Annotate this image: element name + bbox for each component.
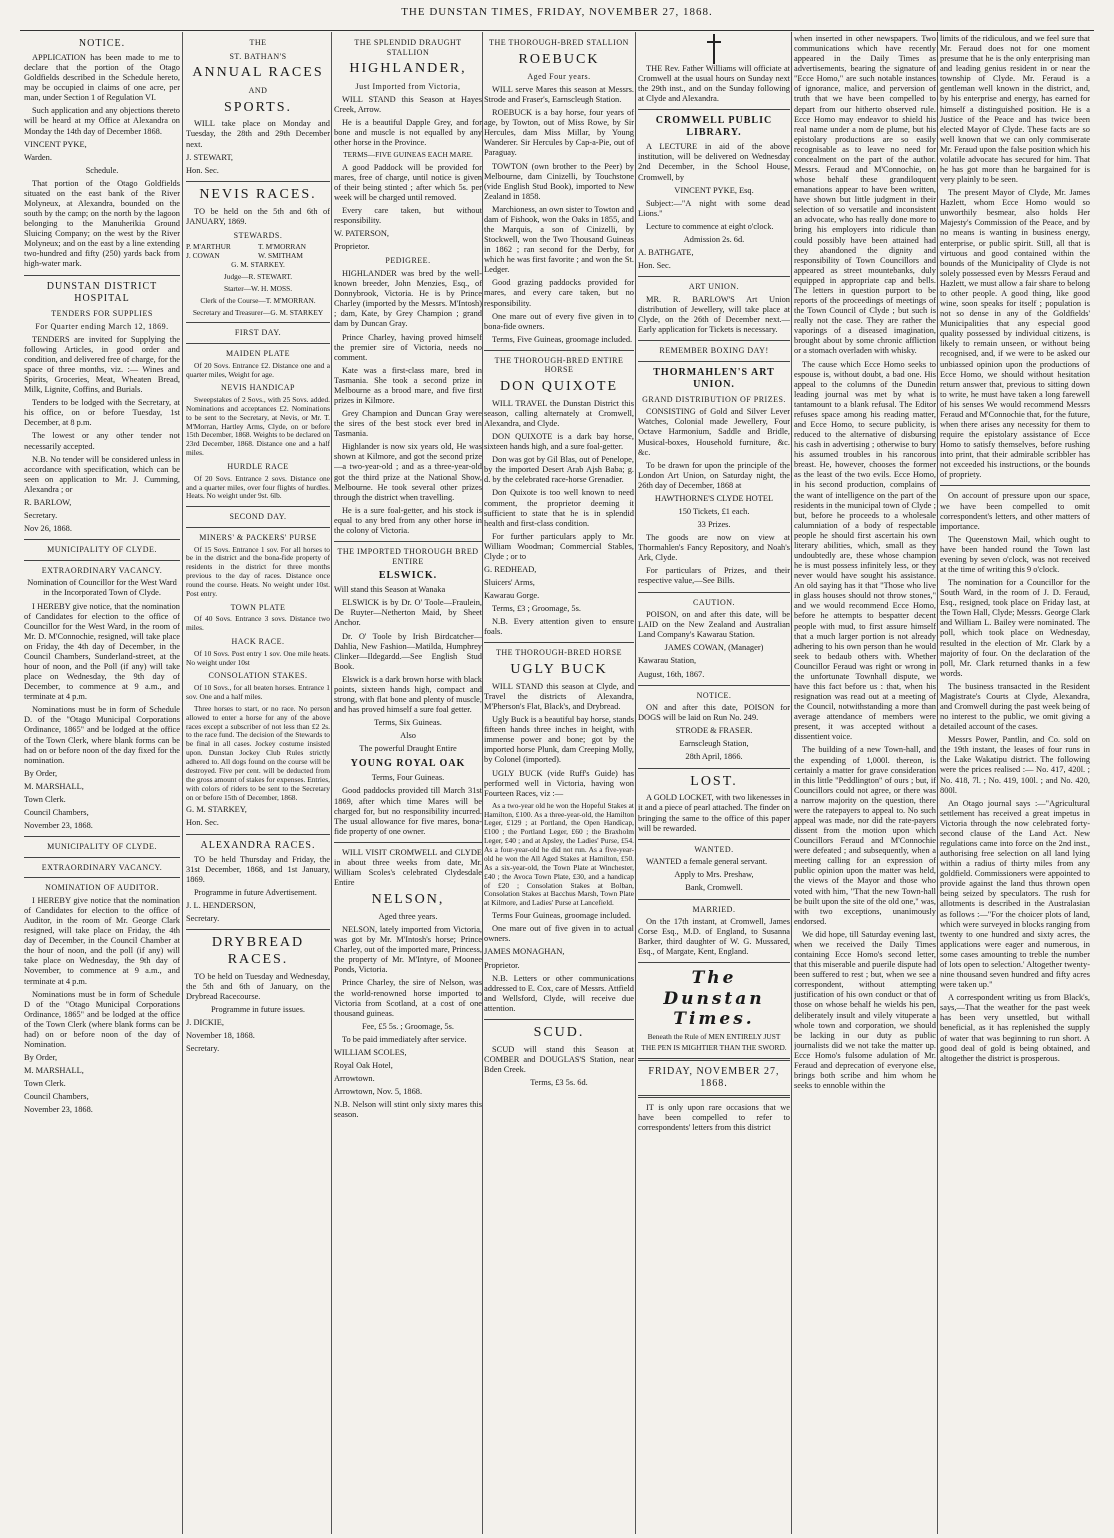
vacancy-heading: EXTRAORDINARY VACANCY.: [41, 565, 163, 575]
column-4: [484, 34, 634, 1534]
ad-paragraph: Subject:—"A night with some dead Lions.": [638, 198, 790, 218]
stewards-list: [186, 243, 330, 261]
church-notice: THE Rev. Father Williams will officiate at Cromwell at the usual hours on Sunday next the 29th inst., and on the Sunday following at Clyde and Alexandra.: [638, 64, 790, 104]
notice-title: NOTICE.: [78, 38, 126, 49]
nevis-races-heading: NEVIS RACES.: [199, 186, 317, 202]
divider: [638, 361, 790, 362]
editorial-paragraph: IT is only upon rare occasions that we have been compelled to refer to correspondents' letters from this district: [638, 1103, 790, 1133]
divider: [638, 962, 790, 963]
hospital-subtitle: TENDERS FOR SUPPLIES: [51, 308, 153, 318]
terms-line: Fee, £5 5s. ; Groomage, 5s.: [362, 1021, 454, 1031]
column-rule: [182, 32, 183, 1534]
terms-line: Terms, Four Guineas.: [371, 773, 445, 783]
don-quixote-heading: DON QUIXOTE: [499, 379, 619, 395]
divider: [638, 1058, 790, 1061]
notice-paragraph: APPLICATION has been made to me to declare that the portion of the Otago Goldfields described in the Schedule hereto, may be occupied in claims of one acre, per man, under Section 1 of Regulation VI.: [24, 53, 180, 103]
auditor-heading: NOMINATION OF AUDITOR.: [45, 883, 159, 893]
divider: [186, 834, 330, 835]
divider: [638, 839, 790, 840]
news-paragraph: On account of pressure upon our space, we have been compelled to omit correspondent's letters, and other matters of importance.: [940, 491, 1090, 531]
ad-paragraph: Elswick is a dark brown horse with black points, sixteen hands high, compact and strong, with flat bone and plenty of muscle, and has proved himself a sure foal getter.: [334, 674, 482, 715]
date-line: 28th April, 1866.: [685, 752, 743, 762]
sports-heading: SPORTS.: [223, 99, 293, 115]
column-6: [794, 34, 936, 1534]
terms-line: Terms, £3 5s. 6d.: [530, 1077, 588, 1087]
vacancy-heading: EXTRAORDINARY VACANCY.: [41, 862, 163, 872]
signature-title: Proprietor.: [484, 960, 520, 970]
column-3: [334, 34, 482, 1534]
note-line: N.B. Letters or other communications addressed to E. Cox, care of Messrs. Attfield and Wellsford, Clyde, will receive due attention.: [484, 973, 634, 1013]
notice-heading: NOTICE.: [696, 690, 732, 700]
vacancy-paragraph: I HEREBY give notice, that the nomination of Candidates for election to the office of Councillor for the West Ward, in the room of Mr. D. M'Connochie, resigned, will take place on Friday, the 4th day of December, in the Council Chambers, Sunderland-street, at the hour of noon, and the Poll (if any) will take place on Wednesday, the 9th day of December, to commence at 9 a.m., and terminate at 4 p.m.: [24, 601, 180, 702]
art-union-heading: ART UNION.: [688, 282, 740, 292]
also-label: Also: [400, 731, 416, 741]
hospital-title: DUNSTAN DISTRICT HOSPITAL: [46, 280, 158, 304]
races-paragraph: TO be held on Tuesday and Wednesday, the 5th and 6th of January, on the Drybread Racecourse.: [186, 971, 330, 1001]
official-line: Secretary and Treasurer—G. M. STARKEY: [192, 307, 324, 317]
ad-paragraph: WILL serve Mares this season at Messrs. Strode and Fraser's, Earnscleugh Station.: [484, 84, 634, 105]
date-line: August, 16th, 1867.: [638, 669, 705, 679]
races-paragraph: Programme in future issues.: [211, 1004, 305, 1014]
divider: [638, 899, 790, 900]
signature-title: Arrowtown.: [334, 1074, 375, 1084]
signature: R. BARLOW,: [24, 497, 72, 507]
signature-title: Secretary.: [24, 511, 58, 520]
alexandra-races-heading: ALEXANDRA RACES.: [200, 839, 316, 851]
ad-paragraph: For particulars of Prizes, and their respective value,—See Bills.: [638, 566, 790, 586]
vacancy-subtitle: Nomination of Councillor for the West Ward in the Incorporated Town of Clyde.: [27, 578, 177, 598]
column-rule: [937, 32, 938, 1534]
signature-title: Town Clerk.: [24, 1079, 66, 1089]
race-name: CONSOLATION STAKES.: [208, 671, 308, 681]
ad-paragraph: WILL STAND this season at Clyde, and Travel the districts of Alexandra, M'Pherson's Flat, Black's, and Drybread.: [484, 681, 634, 712]
lecturer-name: VINCENT PYKE, Esq.: [674, 185, 754, 195]
ad-paragraph: A good Paddock will be provided for mares, free of charge, until notice is given of their being stinted ; after which 5s. per week will be charged until removed.: [334, 162, 482, 203]
the-label: THE: [249, 38, 267, 47]
race-name: HURDLE RACE: [227, 462, 289, 472]
signature-title: Hon. Sec.: [186, 165, 219, 175]
race-details: Sweepstakes of 2 Sovs., with 25 Sovs. added. Nominations and acceptances £2. Nominations to be sent to the Secretary, at Nevis, or Mr. T. M'Morran, Hartley Arms, Clyde, on or before 15th December, 1868. Weights to be declared on 23rd December, 1868. Distance one and a half miles.: [186, 394, 330, 458]
ad-paragraph: Lecture to commence at eight o'clock.: [646, 221, 774, 231]
race-name: HACK RACE.: [231, 637, 285, 647]
signature: STRODE & FRASER.: [675, 726, 753, 736]
motto-line: THE PEN IS MIGHTIER THAN THE SWORD.: [641, 1043, 787, 1053]
race-details: Of 40 Sovs. Entrance 3 sovs. Distance two miles.: [186, 614, 330, 633]
divider: [334, 842, 482, 843]
ad-paragraph: SCUD will stand this Season at COMBER and DOUGLAS'S Station, near Bden Creek.: [484, 1044, 634, 1074]
signature-title: Earnscleugh Station,: [679, 739, 749, 749]
steward-name: W. SMITHAM: [258, 251, 303, 261]
official-line: Starter—W. H. MOSS.: [223, 283, 293, 293]
divider: [24, 877, 180, 878]
editorial-paragraph: when inserted in other newspapers. Two communications which have recently appeared in the Daily Times as advertisements, bearing the signature of "Ecce Homo," are such notable instances of ignorance, malice, and perversion of truth that we have been compelled to depart from our hitherto observed rule. Ecce Homo may endeavor to shield his real name under a nom de plume, but his epistolary productions are so easily recognisable as to leave no need for concealment on the part of the author. Messrs. Feraud and M'Connochie, on whose behalf these grandiloquent emanations appear to have been written, have shown but little judgment in their selection of so versatile and inconsistent an advocate, who has really done more to bring his employers into ridicule than could possibly have been attained had they abandoned the dignity and responsibility of Town Councillors and appeared as street mountebanks, duly equipped in appropriate cap and bells. The letters in question purport to be reports of the proceedings of meetings of the Town Council of Clyde ; but such is really not the case. They are rather the vaporings of a diseased imagination, brought about by some chronic affliction or a stomach overladen with whisky.: [794, 34, 936, 356]
race-details: Of 15 Sovs. Entrance 1 sov. For all horses to be in the district and the bona-fide property of residents in the district for three months previous to the day of races. Distance once round the course. Heats. No weight under 10st. Post entry.: [186, 544, 330, 598]
ad-paragraph: ELSWICK is by Dr. O' Toole—Fraulein, De Ruyter—Netherton Maid, by Sheet Anchor.: [334, 598, 482, 628]
signature: G. M. STARKEY,: [186, 805, 247, 815]
tender-paragraph: Tenders to be lodged with the Secretary, at his office, on or before Tuesday, 1st December, at 8 p.m.: [24, 398, 180, 428]
st-bathans-heading: ST. BATHAN'S: [229, 51, 287, 61]
tickets-line: 150 Tickets, £1 each.: [678, 506, 750, 516]
race-details: Of 10 Sovs. Post entry 1 sov. One mile heats. No weight under 10st: [186, 648, 330, 667]
signature: JAMES COWAN, (Manager): [664, 643, 764, 653]
stallion-heading: THE SPLENDID DRAUGHT STALLION: [354, 38, 462, 57]
terms-line: TERMS—FIVE GUINEAS EACH MARE.: [343, 149, 473, 159]
ad-paragraph: Prince Charley, having proved himself the premier sire of Victoria, needs no comment.: [334, 332, 482, 362]
steward-name: T. M'MORRAN: [258, 242, 307, 252]
signature: WILLIAM SCOLES,: [334, 1047, 407, 1057]
ad-paragraph: Ugly Buck is a beautiful bay horse, stands fifteen hands three inches in height, with immense power and bone; got by the imported horse Plunk, dam Creeping Molly, by Colonel (imported).: [484, 715, 634, 765]
signature-title: Secretary.: [186, 913, 220, 923]
news-paragraph: Messrs Power, Pantlin, and Co. sold on the 19th instant, the leases of four runs in the Lake Wakatipu district. The following were the prices realised :— No. 417, 420l. ; No. 418, 7l. ; No. 419, 100l. ; and No. 420, 800l.: [940, 735, 1090, 795]
column-rule: [791, 32, 792, 1534]
ad-paragraph: On the 17th instant, at Cromwell, James Corse Esq., M.D. of England, to Susanna Barker, third daughter of W. G. Mussared, Esq., of Margate, Kent, England.: [638, 917, 790, 957]
subheading: Aged Four years.: [527, 72, 591, 82]
running-header: THE DUNSTAN TIMES, FRIDAY, NOVEMBER 27, 1868.: [401, 6, 713, 18]
caution-heading: CAUTION.: [693, 597, 735, 607]
signature-title: Sluicers' Arms,: [484, 578, 535, 588]
divider: [638, 1095, 790, 1098]
date-line: November 18, 1868.: [186, 1031, 255, 1041]
race-details: Of 10 Sovs., for all beaten horses. Entrance 1 sov. One and a half miles.: [186, 683, 330, 701]
ad-paragraph: ON and after this date, POISON for DOGS will be laid on Run No. 249.: [638, 703, 790, 723]
horse-heading: THE THOROUGH-BRED HORSE: [495, 648, 623, 658]
official-line: Judge—R. STEWART.: [223, 271, 293, 281]
date-line: November 23, 1868.: [24, 821, 93, 831]
ad-paragraph: To be paid immediately after service.: [342, 1034, 467, 1044]
terms-line: Terms, Six Guineas.: [374, 718, 442, 728]
column-rule: [331, 32, 332, 1534]
municipality-heading: MUNICIPALITY OF CLYDE.: [47, 545, 157, 555]
official-line: Clerk of the Course—T. M'MORRAN.: [200, 295, 316, 305]
drybread-races-heading: DRYBREAD RACES.: [211, 935, 305, 967]
editorial-paragraph: The present Mayor of Clyde, Mr. James Hazlett, whom Ecce Homo would so unworthily besmear, also holds Her Majesty's Commission of the Peace, and by no means is wanting in business energy, enterprise, or public spirit. Still, all that is virtuous and good contained within the bounds of the Municipality of Clyde is not solely possessed even by Messrs Feraud and Hazlett, we must allow a fair share to belong to other people. A good thing, like good wine, soon speaks for itself ; population is not so dense in any of the Goldfields' Municipalities that any especial good quality possessed by individual citizens, is likely to remain unseen, or without being recognised, and, if we were to be asked our unbiassed opinion upon the productions of Ecce Homo, we should without hesitation return answer that, previous to sitting down to write, he must have taken a long farewell of his senses We would recommend Messrs Feraud and M'Connochie that, for the future, when there arises any necessity for them to require the epistolary assistance of Ecce Homo to satisfy themselves, before rushing into print, that their admirable scribbler has not exceeded his instructions, or the bounds of propriety.: [940, 188, 1090, 480]
signature-title: Royal Oak Hotel,: [334, 1060, 393, 1070]
pedigree-heading: PEDIGREE.: [385, 256, 431, 266]
hotel-name: HAWTHORNE'S CLYDE HOTEL: [654, 493, 774, 503]
stewards-heading: STEWARDS.: [233, 230, 283, 240]
ad-paragraph: Every care taken, but without responsibility.: [334, 206, 482, 226]
race-name: NEVIS HANDICAP: [221, 383, 295, 393]
race-rules: Three horses to start, or no race. No person allowed to enter a horse for any of the above races except a subscriber of not less than £2 2s. to the race fund. The decision of the Stewards to be final in all cases. Jockey costume insisted upon. Dunstan Jockey Club Rules strictly adhered to. All dogs found on the course will be destroyed. Five per cent. will be deducted from the gross amount of stakes for expenses. Entries, with colors of riders to be sent to the Secretary on or before 15th of December, 1868.: [186, 703, 330, 802]
newspaper-title: The Dunstan Times.: [663, 968, 765, 1030]
entire-heading: THE THOROUGH-BRED ENTIRE HORSE: [494, 355, 624, 375]
signature: J. STEWART,: [186, 152, 234, 162]
column-rule: [482, 32, 483, 1534]
race-details: Of 20 Sovs. Entrance £2. Distance one and a quarter miles, Weight for age.: [186, 360, 330, 379]
schedule-label: Schedule.: [85, 165, 119, 175]
ad-paragraph: WILL VISIT CROMWELL and CLYDE in about three weeks from date, Mr. William Scoles's celebrated Clydesdale Entire: [334, 847, 482, 888]
note-line: N.B. Every attention given to ensure foals.: [484, 617, 634, 637]
divider: [24, 857, 180, 858]
ad-paragraph: Apply to Mrs. Preshaw,: [674, 870, 754, 880]
stallion-heading: THE THOROUGH-BRED STALLION: [489, 38, 629, 47]
date-line: November 23, 1868.: [24, 1105, 93, 1115]
signature-title: Hon. Sec.: [638, 261, 671, 271]
divider: [484, 642, 634, 643]
young-royal-oak-heading: YOUNG ROYAL OAK: [350, 758, 466, 770]
signature-title: Warden.: [24, 152, 52, 162]
ad-paragraph: The goods are now on view at Thormahlen's Fancy Repository, and Noah's Ark, Clyde.: [638, 533, 790, 563]
subheading: Aged three years.: [378, 911, 438, 921]
ad-paragraph: Will stand this Season at Wanaka: [334, 585, 446, 595]
signature: VINCENT PYKE,: [24, 139, 87, 149]
highlander-heading: HIGHLANDER,: [349, 61, 467, 77]
editorial-dateline: FRIDAY, NOVEMBER 27, 1868.: [648, 1066, 780, 1090]
editorial-paragraph: We did hope, till Saturday evening last, when we received the Daily Times containing Ecce Homo's second letter, that this miserable and puerile dispute had been suffered to rest ; but, when we see a correspondent, without attempting justification of his own conduct or that of those on whose behalf he wields his pen, deliberately insult and vilely vituperate a whole town and corporation, we should be lacking in our duty as public journalists did we not take the matter up. Ecce Homo's fulsome adulation of Mr. Feraud and deprecation of everyone else, brings both scribe and him whom he seeks to ennoble within the: [794, 929, 936, 1091]
divider: [484, 350, 634, 351]
by-order: By Order,: [24, 1053, 58, 1063]
date-line: Council Chambers,: [24, 807, 89, 817]
annual-races-heading: ANNUAL RACES: [192, 65, 324, 81]
lost-heading: LOST.: [690, 773, 738, 789]
ugly-buck-heading: UGLY BUCK: [510, 662, 608, 678]
day-heading: SECOND DAY.: [229, 512, 287, 522]
signature: JAMES MONAGHAN,: [484, 947, 565, 957]
column-2: [186, 34, 330, 1534]
steward-name: J. COWAN: [186, 251, 220, 261]
terms-line: Terms Four Guineas, groomage included.: [492, 911, 631, 921]
race-name: TOWN PLATE: [230, 602, 286, 612]
divider: [638, 768, 790, 769]
notice-paragraph: Such application and any objections thereto will be heard at my Office at Alexandra on Monday the 14th day of December 1868.: [24, 106, 180, 136]
news-paragraph: The Queenstown Mail, which ought to have been handed round the Town last evening by seven o'clock, was not received at the time of writing this 9 o'clock.: [940, 534, 1090, 574]
divider: [638, 685, 790, 686]
divider: [24, 539, 180, 540]
by-order: By Order,: [24, 768, 58, 778]
news-paragraph: An Otago journal says :—"Agricultural settlement has received a great impetus in Victoria through the now celebrated forty-second clause of the Land Act. New regulations came into force on the 2nd inst., authorising free selection on all land lying within a radius of thirty miles from any goldfield. Commissioners were appointed to provide against the land thus thrown open being seized by speculators. The rush for allotments is described in the Australasian as follows :—"For the choicer plots of land, which were surveyed in blocks ranging from twenty to one hundred and sixty acres, the applications were eager and numerous, in some cases amounting to treble the number of lots open to selection.' Altogether twenty-nine thousand seven hundred and fifty acres were taken up.": [940, 798, 1090, 990]
wanted-heading: WANTED.: [694, 844, 734, 854]
ad-paragraph: Marchioness, an own sister to Towton and dam of Fishook, won the Oaks in 1855, and the Marquis, a son of Cinizelli, by Stockwell, won the Two Thousand Guineas in 1862 ; ran second for the Derby, for which he was first favorite ; and won the St. Ledger.: [484, 204, 634, 275]
ad-paragraph: One mare out of every five given in to bona-fide owners.: [484, 311, 634, 331]
auditor-paragraph: Nominations must be in form of Schedule D of the "Otago Municipal Corporations Ordinance, 1865" and be lodged at the office of the Town Clerk (where blank forms can be had) on or before noon of the day of Nomination.: [24, 989, 180, 1050]
ad-paragraph: WILL STAND this Season at Hayes Creek, Arrow.: [334, 94, 482, 114]
ad-paragraph: Grey Champion and Duncan Gray were the sires of the best stock ever bred in Tasmania.: [334, 409, 482, 439]
divider: [24, 560, 180, 561]
race-record: As a two-year old he won the Hopeful Stakes at Hamilton, £100. As a three-year-old, the Hamilton Leger, £129 ; at Portland, the Open Handicap, £100 ; the Portland Leger, £60 ; the Braxholm Leger, £40 ; and at Apsley, the Ladies' Purse, £54. As a four-year-old he did not run. As a five-year-old he won the All Aged Stakes at Hamilton, £50. As a six-year-old, the Town Plate at Winchester, £40 ; the Avoca Town Plate, £30, and a handicap of £20 ; Consolation Stakes at Bolban, Consolation Stakes at Bacchus Marsh, Town Plate at Kilmore, and Ladies' Purse at Lancefield.: [484, 800, 634, 908]
ad-paragraph: Good paddocks provided till March 31st 1869, after which time Mares will be charged for, but no responsibility incurred. The usual allowance for five mares, bona-fide property of one owner.: [334, 786, 482, 836]
signature: J. DICKIE,: [186, 1017, 224, 1027]
editorial-paragraph: The building of a new Town-hall, and the expending of 1,000l. thereon, is certainly a matter for grave consideration in this little "Peddlington" of ours ; but, if Councillors could not agree, or there was a narrow majority on the question, there were the ratepayers to appeal to. No such appeal was made, nor did the rate-payers dissent from the motion upon which Councillors Feraud and M'Connochie were defeated ; and subsequently, when a meeting calling for an expression of public opinion upon the matter was held, the views of the Mayor and those who voted with him, "That the new Town-hall be built upon the site of the old one," was, with two exceptions, unanimously endorsed.: [794, 745, 936, 926]
ad-paragraph: CONSISTING of Gold and Silver Lever Watches, Colonial made Jewellery, Four Octave Harmonium, Saddle and Bridle, Musical-boxes, Household furniture, &c. &c.: [638, 407, 790, 457]
signature: W. PATERSON,: [334, 229, 389, 239]
divider: [484, 1019, 634, 1020]
divider: [186, 343, 330, 344]
races-paragraph: Programme in future Advertisement.: [194, 887, 317, 897]
divider: [186, 929, 330, 930]
ad-paragraph: WILL TRAVEL the Dunstan District this season, calling alternately at Cromwell, Alexandra, and Clyde.: [484, 398, 634, 428]
imported-heading: THE IMPORTED THOROUGH BRED ENTIRE: [337, 547, 479, 566]
auditor-paragraph: I HEREBY give notice that the nomination of Candidates for election to the office of Auditor, in the room of Mr. George Clark resigned, will take place on Friday, the 4th day of December, in the Council Chamber at the hour of noon, and the poll (if any) will take place on Wednesday, the 9th day of November, to commence at 9 a.m., and terminate at 4 p.m.: [24, 895, 180, 986]
elswick-heading: ELSWICK.: [378, 570, 438, 582]
note-line: N.B. Nelson will stint only sixty mares this season.: [334, 1100, 482, 1120]
subheading: GRAND DISTRIBUTION OF PRIZES.: [642, 394, 786, 404]
column-1: [24, 34, 180, 1534]
ad-paragraph: The powerful Draught Entire: [359, 744, 457, 754]
news-paragraph: The nomination for a Councillor for the South Ward, in the room of J. D. Feraud, Esq., resigned, took place on Friday last, at the Town Hall, Clyde; Messrs. George Clark and William L. Bailey were nominated. The poll, which took place on Wednesday, resulted in the election of Mr. Clark by a majority of four. On the declaration of the poll, Mr. Clark returned thanks in a few words.: [940, 578, 1090, 678]
divider: [24, 275, 180, 276]
ad-paragraph: Kate was a first-class mare, bred in Tasmania. She took a second prize in Melbourne as a brood mare, and five first prizes in Kilmore.: [334, 365, 482, 405]
signature: J. L. HENDERSON,: [186, 900, 256, 910]
motto-line: Beneath the Rule of MEN ENTIRELY JUST: [647, 1031, 781, 1041]
race-details: Of 20 Sovs. Entrance 2 sovs. Distance one and a quarter miles, over four flights of hurdles. Heats. No weight under 9st. 6lb.: [186, 473, 330, 501]
signature-title: Secretary.: [186, 1044, 220, 1054]
signature-title: Kawarau Gorge.: [484, 591, 540, 601]
married-heading: MARRIED.: [692, 904, 736, 914]
subheading: Just Imported from Victoria,: [355, 81, 461, 91]
signature-title: Kawarau Station,: [638, 656, 697, 666]
terms-line: Terms, £3 ; Groomage, 5s.: [492, 604, 581, 614]
tender-paragraph: N.B. No tender will be considered unless in accordance with specification, which can be seen on application to Mr. J. Cumming, Alexandra ; or: [24, 454, 180, 494]
races-paragraph: WILL take place on Monday and Tuesday, the 28th and 29th December next.: [186, 119, 330, 149]
divider: [638, 592, 790, 593]
signature: A. BATHGATE,: [638, 248, 694, 258]
signature-title: Hon. Sec.: [186, 818, 219, 828]
ad-paragraph: Bank, Cromwell.: [685, 883, 743, 893]
divider: [24, 836, 180, 837]
divider: [940, 485, 1090, 486]
ad-paragraph: MR. R. BARLOW'S Art Union distribution of Jewellery, will take place at Clyde, on the 26th of December next.—Early application for Tickets is necessary.: [638, 294, 790, 334]
ad-paragraph: He is a sure foal-getter, and his stock is equal to any bred from any other horse in the colony of Victoria.: [334, 505, 482, 535]
ad-paragraph: Admission 2s. 6d.: [683, 234, 745, 244]
divider: [638, 109, 790, 110]
schedule-text: That portion of the Otago Goldfields situated on the east bank of the River Molyneux, at Alexandra, bounded on the south by the camp; on the north by the lagoon belonging to the Manuherikia Ground Sluicing Company; on the west by the River Molyneux; and on the east by a line extending two-hundred and fifty (250) yards back from high-water mark.: [24, 178, 180, 269]
thormahlen-heading: THORMAHLEN'S ART UNION.: [653, 366, 775, 390]
date-line: Arrowtown, Nov. 5, 1868.: [334, 1087, 423, 1097]
ad-paragraph: A LECTURE in aid of the above institution, will be delivered on Wednesday 2nd December, in the School House, Cromwell, by: [638, 142, 790, 182]
municipality-heading: MUNICIPALITY OF CLYDE.: [47, 842, 157, 852]
column-5: [638, 34, 790, 1534]
ad-paragraph: One mare out of five given in to actual owners.: [484, 924, 634, 944]
signature: M. MARSHALL,: [24, 1066, 84, 1076]
prizes-line: 33 Prizes.: [697, 520, 731, 530]
cross-icon: [638, 34, 790, 64]
ad-paragraph: A GOLD LOCKET, with two likenesses in it and a piece of pearl attached. The finder on bringing the same to the office of this paper will be rewarded.: [638, 793, 790, 833]
editorial-paragraph: limits of the ridiculous, and we feel sure that Mr. Feraud does not for one moment presume that he is the only enterprising man and leading genius resident in or near the township of Clyde. Mr. Feraud is a gentleman well known in the district, and, by his enterprise and energy, has earned for himself a distinguished position. He is a Justice of the Peace and has twice been elected Mayor of Clyde. These facts are so well known that we can only commiserate Mr. Feraud upon the false position which his volatile advocate has secured for him. That he has got more than he bargained for is very plainly to be seen.: [940, 34, 1090, 185]
boxing-day-heading: REMEMBER BOXING DAY!: [659, 346, 769, 356]
tender-paragraph: The lowest or any other tender not necessarily accepted.: [24, 431, 180, 451]
roebuck-heading: ROEBUCK: [518, 51, 600, 67]
and-label: AND: [248, 85, 268, 95]
steward-name: G. M. STARKEY.: [231, 260, 285, 270]
divider: [186, 181, 330, 182]
column-7: [940, 34, 1090, 1534]
ad-paragraph: To be drawn for upon the principle of the London Art Union, on Saturday night, the 26th day of December, 1868 at: [638, 460, 790, 490]
hospital-quarter: For Quarter ending March 12, 1869.: [35, 322, 169, 332]
divider: [638, 276, 790, 277]
ad-paragraph: TOWTON (own brother to the Peer) by Melbourne, dam Cinizelli, by Touchstone (vide English Stud Book), imported to New Zealand in 1858.: [484, 161, 634, 201]
race-name: MINERS' & PACKERS' PURSE: [199, 532, 317, 542]
signature-title: Proprietor.: [334, 242, 370, 252]
signature: M. MARSHALL,: [24, 781, 84, 791]
races-paragraph: TO be held Thursday and Friday, the 31st December, 1868, and 1st January, 1869.: [186, 854, 330, 884]
ad-paragraph: HIGHLANDER was bred by the well-known breeder, John Menzies, Esq., of Donnybrook, Victoria. He is by Prince Charley (imported by the Messrs. M'Intosh) ; dam, Kate, by Grey Champion ; grand dam by Duncan Gray.: [334, 269, 482, 329]
divider: [334, 541, 482, 542]
race-name: MAIDEN PLATE: [226, 349, 290, 359]
signature: G. REDHEAD,: [484, 565, 537, 575]
news-paragraph: A correspondent writing us from Black's, says,—That the weather for the past week has been very unsettled, but withall beneficial, as it has replenished the supply of water that was beginning to run short. A good deal of gold is being obtained, and altogether the district is prosperous.: [940, 993, 1090, 1063]
tender-paragraph: TENDERS are invited for Supplying the following Articles, in good order and condition, and delivered free of charge, for the space of three months, viz. :— Wines and Spirits, Groceries, Meat, Wheaten Bread, Milk, Lignite, Coffins, and Burials.: [24, 334, 180, 395]
ad-paragraph: He is a beautiful Dapple Grey, and for bone and muscle is not equalled by any other horse in the Province.: [334, 117, 482, 147]
column-rule: [635, 32, 636, 1534]
library-heading: CROMWELL PUBLIC LIBRARY.: [655, 115, 773, 139]
header-rule: [20, 30, 1094, 31]
divider: [186, 527, 330, 528]
nelson-heading: NELSON,: [371, 892, 445, 908]
ad-paragraph: Dr. O' Toole by Irish Birdcatcher—Dahlia, New Fashion—Matilda, Humphrey Clinker—Ildegardd.—See English Stud Book.: [334, 631, 482, 671]
ad-paragraph: DON QUIXOTE is a dark bay horse, sixteen hands high, and a sure foal-getter.: [484, 432, 634, 452]
ad-paragraph: Don was got by Gil Blas, out of Penelope, by the imported Desert Arab Ajsh Baba; g. d. by the celebrated race-horse Grenadier.: [484, 455, 634, 485]
divider: [186, 506, 330, 507]
ad-paragraph: Don Quixote is too well known to need comment, the proprietor deeming it sufficient to state that he is in splendid health and first-class condition.: [484, 488, 634, 528]
signature-title: Town Clerk.: [24, 794, 66, 804]
date-line: Council Chambers,: [24, 1092, 89, 1102]
terms-line: Terms, Five Guineas, groomage included.: [492, 334, 633, 344]
steward-name: P. M'ARTHUR: [186, 242, 231, 252]
ad-paragraph: Prince Charley, the sire of Nelson, was the world-renowned horse imported to Victoria from Scotland, at a cost of one thousand guineas.: [334, 978, 482, 1018]
ad-paragraph: UGLY BUCK (vide Ruff's Guide) has performed well in Victoria, having won Fourteen Races, viz :—: [484, 768, 634, 798]
ad-paragraph: POISON, on and after this date, will be LAID on the New Zealand and Australian Land Company's Kawarau Station.: [638, 610, 790, 640]
editorial-paragraph: The cause which Ecce Homo seeks to espouse is, without doubt, a bad one. His appeal to the columns of the Dunedin leading journal was met by what is tantamount to a blank refusal. The Editor refuses space among his reading matter, and Ecce Homo, to secure publicity, is reduced to the alternative of disbursing his cash in advertising ; otherwise to bury his assumed troubles in his rancorous breast. He, however, chooses the former as the least of the two evils. Ecce Homo, in his second production, complains of the want of intelligence on the part of the residents in the municipal town of Clyde ; but, before he proceeds to a wholesale calumniation of a body of respectable people he should first ascertain his own literary abilities, which, small as they undoubtedly are, these whose champion he is must possess infinitely less, or they never would have sought his assistance. An old saying has it that "Those who live in glass houses should not throw stones," and we would recommend Ecce Homo, before he attempts to bespatter decent people with mud, to first assure himself that a much larger portion is not already adhering to his own person than he would seek to bedaub others with. Whether Councillor Feraud was right or wrong in the unfortunate Townhall dispute, we have this fact before us : that, when his resignation was read out at a meeting of the Council, notwithstanding a more than average attendance of members were present, it was accepted without a dissentient voice.: [794, 359, 936, 742]
ad-paragraph: ROEBUCK is a bay horse, four years of age, by Towton, out of Miss Rowe, by Sir Hercules, dam Miss Millar, by Young Wanderer. Sir Hercules by Cap-a-Pie, out of Paraguay.: [484, 108, 634, 158]
divider: [186, 322, 330, 323]
divider: [638, 340, 790, 341]
ad-paragraph: NELSON, lately imported from Victoria, was got by Mr. M'Intosh's horse; Prince Charley, out of the imported mare, Princess, the property of Mr. M'Intyre, of Moonee Ponds, Victoria.: [334, 925, 482, 975]
ad-paragraph: Highlander is now six years old, He was shown at Kilmore, and got the second prize—a two-year-old ; and as a three-year-old got the third prize at the National Show, Melbourne. He took several other prizes through the district when travelling.: [334, 442, 482, 502]
ad-paragraph: WANTED a female general servant.: [646, 857, 768, 867]
vacancy-paragraph: Nominations must be in form of Schedule D. of the "Otago Municipal Corporations Ordinance, 1865" and be lodged at the office of the Town Clerk, where blank forms can be had on or before noon of the day fixed for the nomination.: [24, 705, 180, 765]
races-paragraph: TO be held on the 5th and 6th of JANUARY, 1869.: [186, 206, 330, 226]
day-heading: FIRST DAY.: [234, 328, 282, 338]
news-paragraph: The business transacted in the Resident Magistrate's Courts at Clyde, Alexandra, and Cromwell during the past week being of no interest to the public, we omit giving a detailed account of the cases.: [940, 681, 1090, 732]
scud-heading: SCUD.: [533, 1024, 585, 1040]
date-line: Nov 26, 1868.: [24, 524, 72, 534]
ad-paragraph: Good grazing paddocks provided for mares, and every care taken, but no responsibility.: [484, 278, 634, 308]
ad-paragraph: For further particulars apply to Mr. William Woodman; Commercial Stables, Clyde ; or to: [484, 531, 634, 561]
